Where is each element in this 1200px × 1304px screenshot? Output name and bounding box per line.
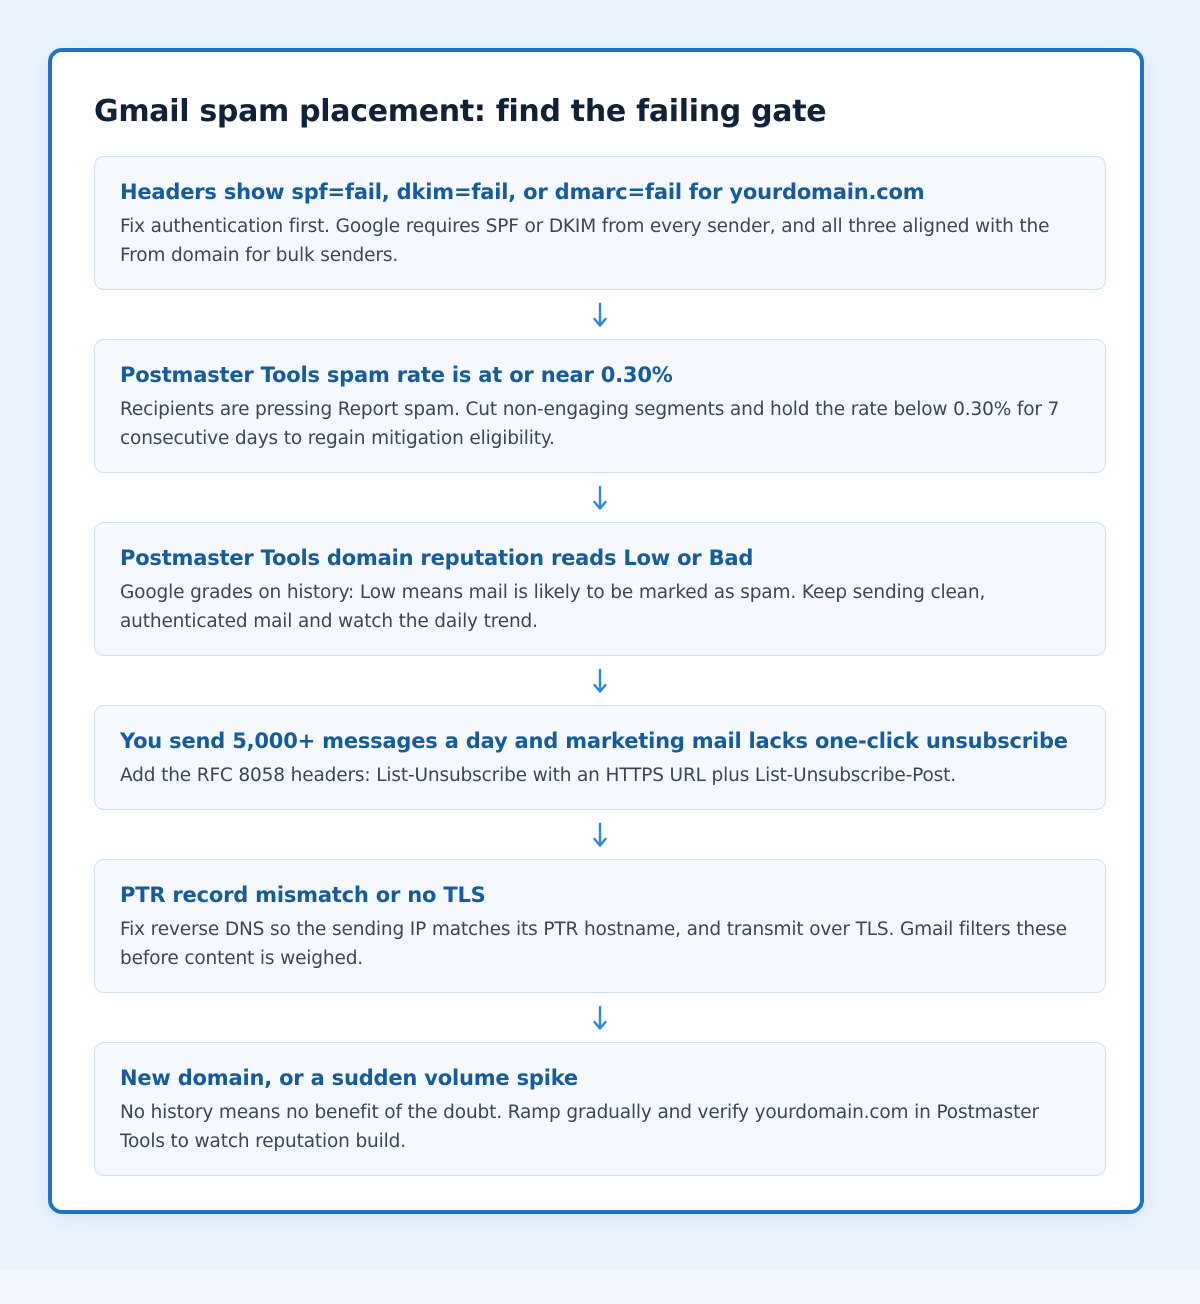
steps-list <box>94 156 1106 1176</box>
step-body: No history means no benefit of the doubt. Ramp gradually and verify yourdomain.com in Postmaster Tools to watch reputation build. <box>120 1102 1039 1152</box>
step-card-4 <box>94 705 1106 810</box>
arrow-down-icon <box>591 668 609 694</box>
step-title: Postmaster Tools domain reputation reads Low or Bad <box>120 546 754 570</box>
arrow-down-icon <box>591 302 609 328</box>
step-card-5 <box>94 859 1106 993</box>
flowchart-card <box>48 48 1144 1214</box>
bottom-band <box>0 1270 1200 1304</box>
step-card-3 <box>94 522 1106 656</box>
arrow-down-icon <box>591 485 609 511</box>
arrow-down-icon <box>591 1005 609 1031</box>
step-body: Google grades on history: Low means mail is likely to be marked as spam. Keep sending clean, authenticated mail and watch the daily trend. <box>120 582 986 632</box>
step-body: Fix authentication first. Google requires SPF or DKIM from every sender, and all three aligned with the From domain for bulk senders. <box>120 216 1050 266</box>
step-card-2 <box>94 339 1106 473</box>
step-title: New domain, or a sudden volume spike <box>120 1066 578 1090</box>
step-title: Postmaster Tools spam rate is at or near 0.30% <box>120 363 673 387</box>
arrow-down-icon <box>591 822 609 848</box>
step-body: Fix reverse DNS so the sending IP matches its PTR hostname, and transmit over TLS. Gmail filters these before content is weighed. <box>120 919 1067 969</box>
step-title: PTR record mismatch or no TLS <box>120 883 486 907</box>
step-body: Recipients are pressing Report spam. Cut non-engaging segments and hold the rate below 0.30% for 7 consecutive days to regain mitigation eligibility. <box>120 399 1060 449</box>
step-card-1 <box>94 156 1106 290</box>
step-card-6 <box>94 1042 1106 1176</box>
connector-arrow <box>94 993 1106 1042</box>
connector-arrow <box>94 810 1106 859</box>
connector-arrow <box>94 290 1106 339</box>
flowchart-title: Gmail spam placement: find the failing gate <box>94 94 827 129</box>
step-body: Add the RFC 8058 headers: List-Unsubscribe with an HTTPS URL plus List-Unsubscribe-Post. <box>120 765 956 786</box>
step-title: Headers show spf=fail, dkim=fail, or dmarc=fail for yourdomain.com <box>120 180 925 204</box>
connector-arrow <box>94 656 1106 705</box>
connector-arrow <box>94 473 1106 522</box>
step-title: You send 5,000+ messages a day and marketing mail lacks one-click unsubscribe <box>120 729 1068 753</box>
